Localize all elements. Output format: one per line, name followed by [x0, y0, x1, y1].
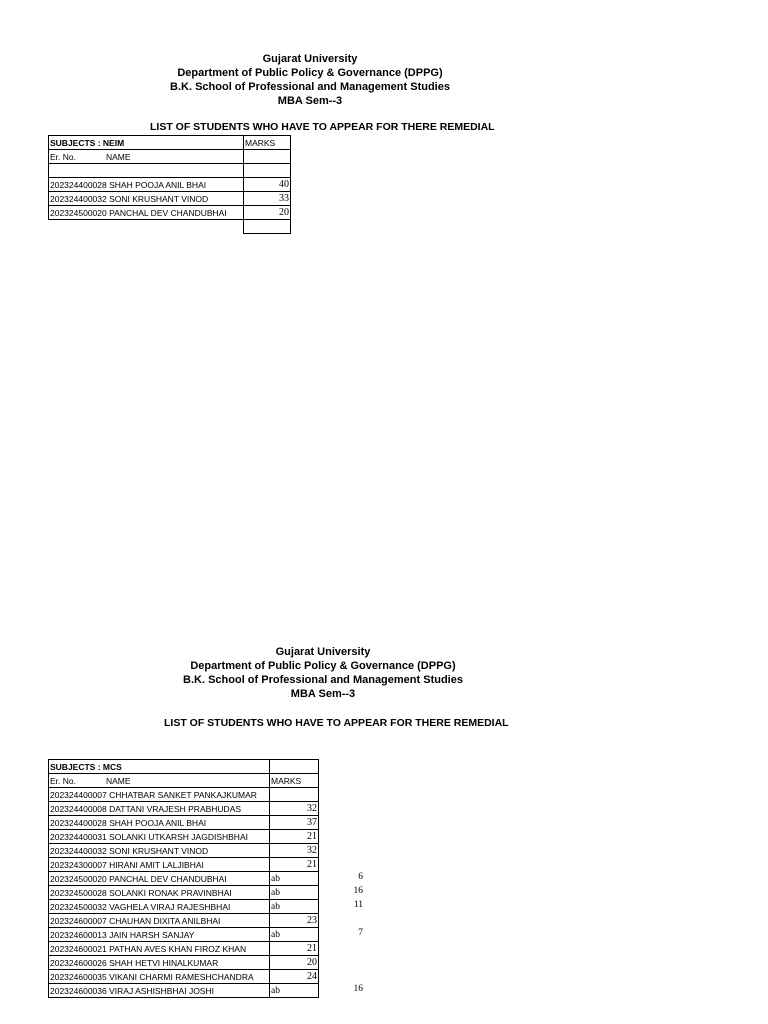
- marks-cell: 24: [270, 970, 319, 984]
- student-cell: [49, 914, 270, 928]
- document-header-1: [160, 52, 460, 108]
- marks-cell: [270, 788, 319, 802]
- student-name: CHAUHAN DIXITA ANILBHAI: [109, 916, 221, 926]
- enrollment-number: 202324400031: [50, 832, 107, 842]
- erno-header: Er. No.: [50, 152, 76, 162]
- student-cell: [49, 928, 270, 942]
- student-name: HIRANI AMIT LALJIBHAI: [109, 860, 204, 870]
- student-table-neim: [48, 135, 291, 234]
- student-name: CHHATBAR SANKET PANKAJKUMAR: [109, 790, 257, 800]
- enrollment-number: 202324500020: [50, 874, 107, 884]
- university-name: Gujarat University: [275, 646, 371, 658]
- student-name: SHAH HETVI HINALKUMAR: [109, 958, 219, 968]
- student-cell: [49, 942, 270, 956]
- student-name: JAIN HARSH SANJAY: [109, 930, 195, 940]
- table-row: [49, 984, 319, 998]
- enrollment-number: 202324400028: [50, 818, 107, 828]
- student-name: PANCHAL DEV CHANDUBHAI: [109, 208, 227, 218]
- table-spacer-row: [49, 164, 291, 178]
- student-name: PATHAN AVES KHAN FIROZ KHAN: [109, 944, 247, 954]
- extra-mark-value: 16: [353, 984, 363, 994]
- student-cell: [49, 900, 270, 914]
- table-row: [49, 886, 319, 900]
- student-name: SONI KRUSHANT VINOD: [109, 194, 209, 204]
- enrollment-number: 202324500020: [50, 208, 107, 218]
- table-row: [49, 942, 319, 956]
- table-row: [49, 206, 291, 220]
- table-row: [49, 816, 319, 830]
- extra-mark-value: 6: [358, 872, 363, 882]
- table-row: [49, 802, 319, 816]
- table-row: [49, 844, 319, 858]
- enrollment-number: 202324600026: [50, 958, 107, 968]
- table-row: [49, 970, 319, 984]
- marks-cell: 20: [244, 206, 291, 220]
- student-cell: [49, 206, 244, 220]
- student-cell: [49, 788, 270, 802]
- enrollment-number: 202324500028: [50, 888, 107, 898]
- student-name: VAGHELA VIRAJ RAJESHBHAI: [109, 902, 231, 912]
- school-name: B.K. School of Professional and Management Studies: [170, 81, 450, 93]
- student-cell: [49, 802, 270, 816]
- semester-label: MBA Sem--3: [290, 688, 356, 700]
- student-cell: [49, 886, 270, 900]
- student-cell: [49, 970, 270, 984]
- student-name: PANCHAL DEV CHANDUBHAI: [109, 874, 227, 884]
- table-row: [49, 900, 319, 914]
- marks-header: MARKS: [270, 774, 319, 788]
- table-column-header-row: [49, 774, 319, 788]
- enrollment-number: 202324500032: [50, 902, 107, 912]
- marks-cell: 32: [270, 802, 319, 816]
- student-name: SOLANKI RONAK PRAVINBHAI: [109, 888, 232, 898]
- enrollment-number: 202324600036: [50, 986, 107, 996]
- table-row: [49, 956, 319, 970]
- extra-mark-value: 11: [353, 900, 363, 910]
- student-cell: [49, 844, 270, 858]
- student-name: SHAH POOJA ANIL BHAI: [109, 818, 207, 828]
- student-name: DATTANI VRAJESH PRABHUDAS: [109, 804, 242, 814]
- student-cell: [49, 192, 244, 206]
- marks-cell: 23: [270, 914, 319, 928]
- student-table-mcs: [48, 759, 319, 998]
- table-row: [49, 914, 319, 928]
- marks-cell: 21: [270, 830, 319, 844]
- student-cell: [49, 956, 270, 970]
- marks-cell: 40: [244, 178, 291, 192]
- enrollment-number: 202324400032: [50, 846, 107, 856]
- table-subject-row: [49, 760, 319, 774]
- student-name: VIKANI CHARMI RAMESHCHANDRA: [109, 972, 254, 982]
- erno-name-header: [49, 150, 244, 164]
- marks-cell: ab: [270, 886, 319, 900]
- enrollment-number: 202324400008: [50, 804, 107, 814]
- subject-label: SUBJECTS : NEIM: [49, 136, 244, 150]
- enrollment-number: 202324600007: [50, 916, 107, 926]
- table-row: [49, 928, 319, 942]
- enrollment-number: 202324400007: [50, 790, 107, 800]
- table-subject-row: [49, 136, 291, 150]
- name-header: NAME: [105, 152, 131, 162]
- table-row: [49, 830, 319, 844]
- marks-cell: 21: [270, 942, 319, 956]
- table-row: [49, 178, 291, 192]
- university-name: Gujarat University: [262, 53, 358, 65]
- list-title: LIST OF STUDENTS WHO HAVE TO APPEAR FOR THERE REMEDIAL: [164, 717, 509, 729]
- student-cell: [49, 830, 270, 844]
- marks-cell: 20: [270, 956, 319, 970]
- marks-cell: 37: [270, 816, 319, 830]
- name-header: NAME: [105, 776, 131, 786]
- table-row: [49, 858, 319, 872]
- table-row: [49, 872, 319, 886]
- table-row: [49, 788, 319, 802]
- student-name: VIRAJ ASHISHBHAI JOSHI: [109, 986, 214, 996]
- student-cell: [49, 816, 270, 830]
- student-cell: [49, 984, 270, 998]
- student-name: SOLANKI UTKARSH JAGDISHBHAI: [109, 832, 248, 842]
- student-cell: [49, 872, 270, 886]
- document-header-2: [173, 645, 473, 701]
- department-name: Department of Public Policy & Governance (DPPG): [190, 660, 456, 672]
- marks-cell: 33: [244, 192, 291, 206]
- marks-cell: ab: [270, 872, 319, 886]
- semester-label: MBA Sem--3: [277, 95, 343, 107]
- student-cell: [49, 178, 244, 192]
- table-empty-row: [49, 220, 291, 234]
- marks-header: MARKS: [244, 136, 291, 150]
- enrollment-number: 202324400032: [50, 194, 107, 204]
- student-name: SHAH POOJA ANIL BHAI: [109, 180, 207, 190]
- marks-cell: ab: [270, 900, 319, 914]
- extra-mark-value: 7: [358, 928, 363, 938]
- department-name: Department of Public Policy & Governance (DPPG): [177, 67, 443, 79]
- marks-cell: ab: [270, 984, 319, 998]
- subject-label: SUBJECTS : MCS: [49, 760, 270, 774]
- enrollment-number: 202324400028: [50, 180, 107, 190]
- erno-name-header: [49, 774, 270, 788]
- list-title: LIST OF STUDENTS WHO HAVE TO APPEAR FOR THERE REMEDIAL: [150, 121, 495, 133]
- table-row: [49, 192, 291, 206]
- student-cell: [49, 858, 270, 872]
- marks-cell: 32: [270, 844, 319, 858]
- marks-cell: 21: [270, 858, 319, 872]
- enrollment-number: 202324600035: [50, 972, 107, 982]
- enrollment-number: 202324300007: [50, 860, 107, 870]
- enrollment-number: 202324600013: [50, 930, 107, 940]
- extra-mark-value: 16: [353, 886, 363, 896]
- student-name: SONI KRUSHANT VINOD: [109, 846, 209, 856]
- enrollment-number: 202324600021: [50, 944, 107, 954]
- school-name: B.K. School of Professional and Management Studies: [183, 674, 463, 686]
- table-column-header-row: [49, 150, 291, 164]
- marks-cell: ab: [270, 928, 319, 942]
- erno-header: Er. No.: [50, 776, 76, 786]
